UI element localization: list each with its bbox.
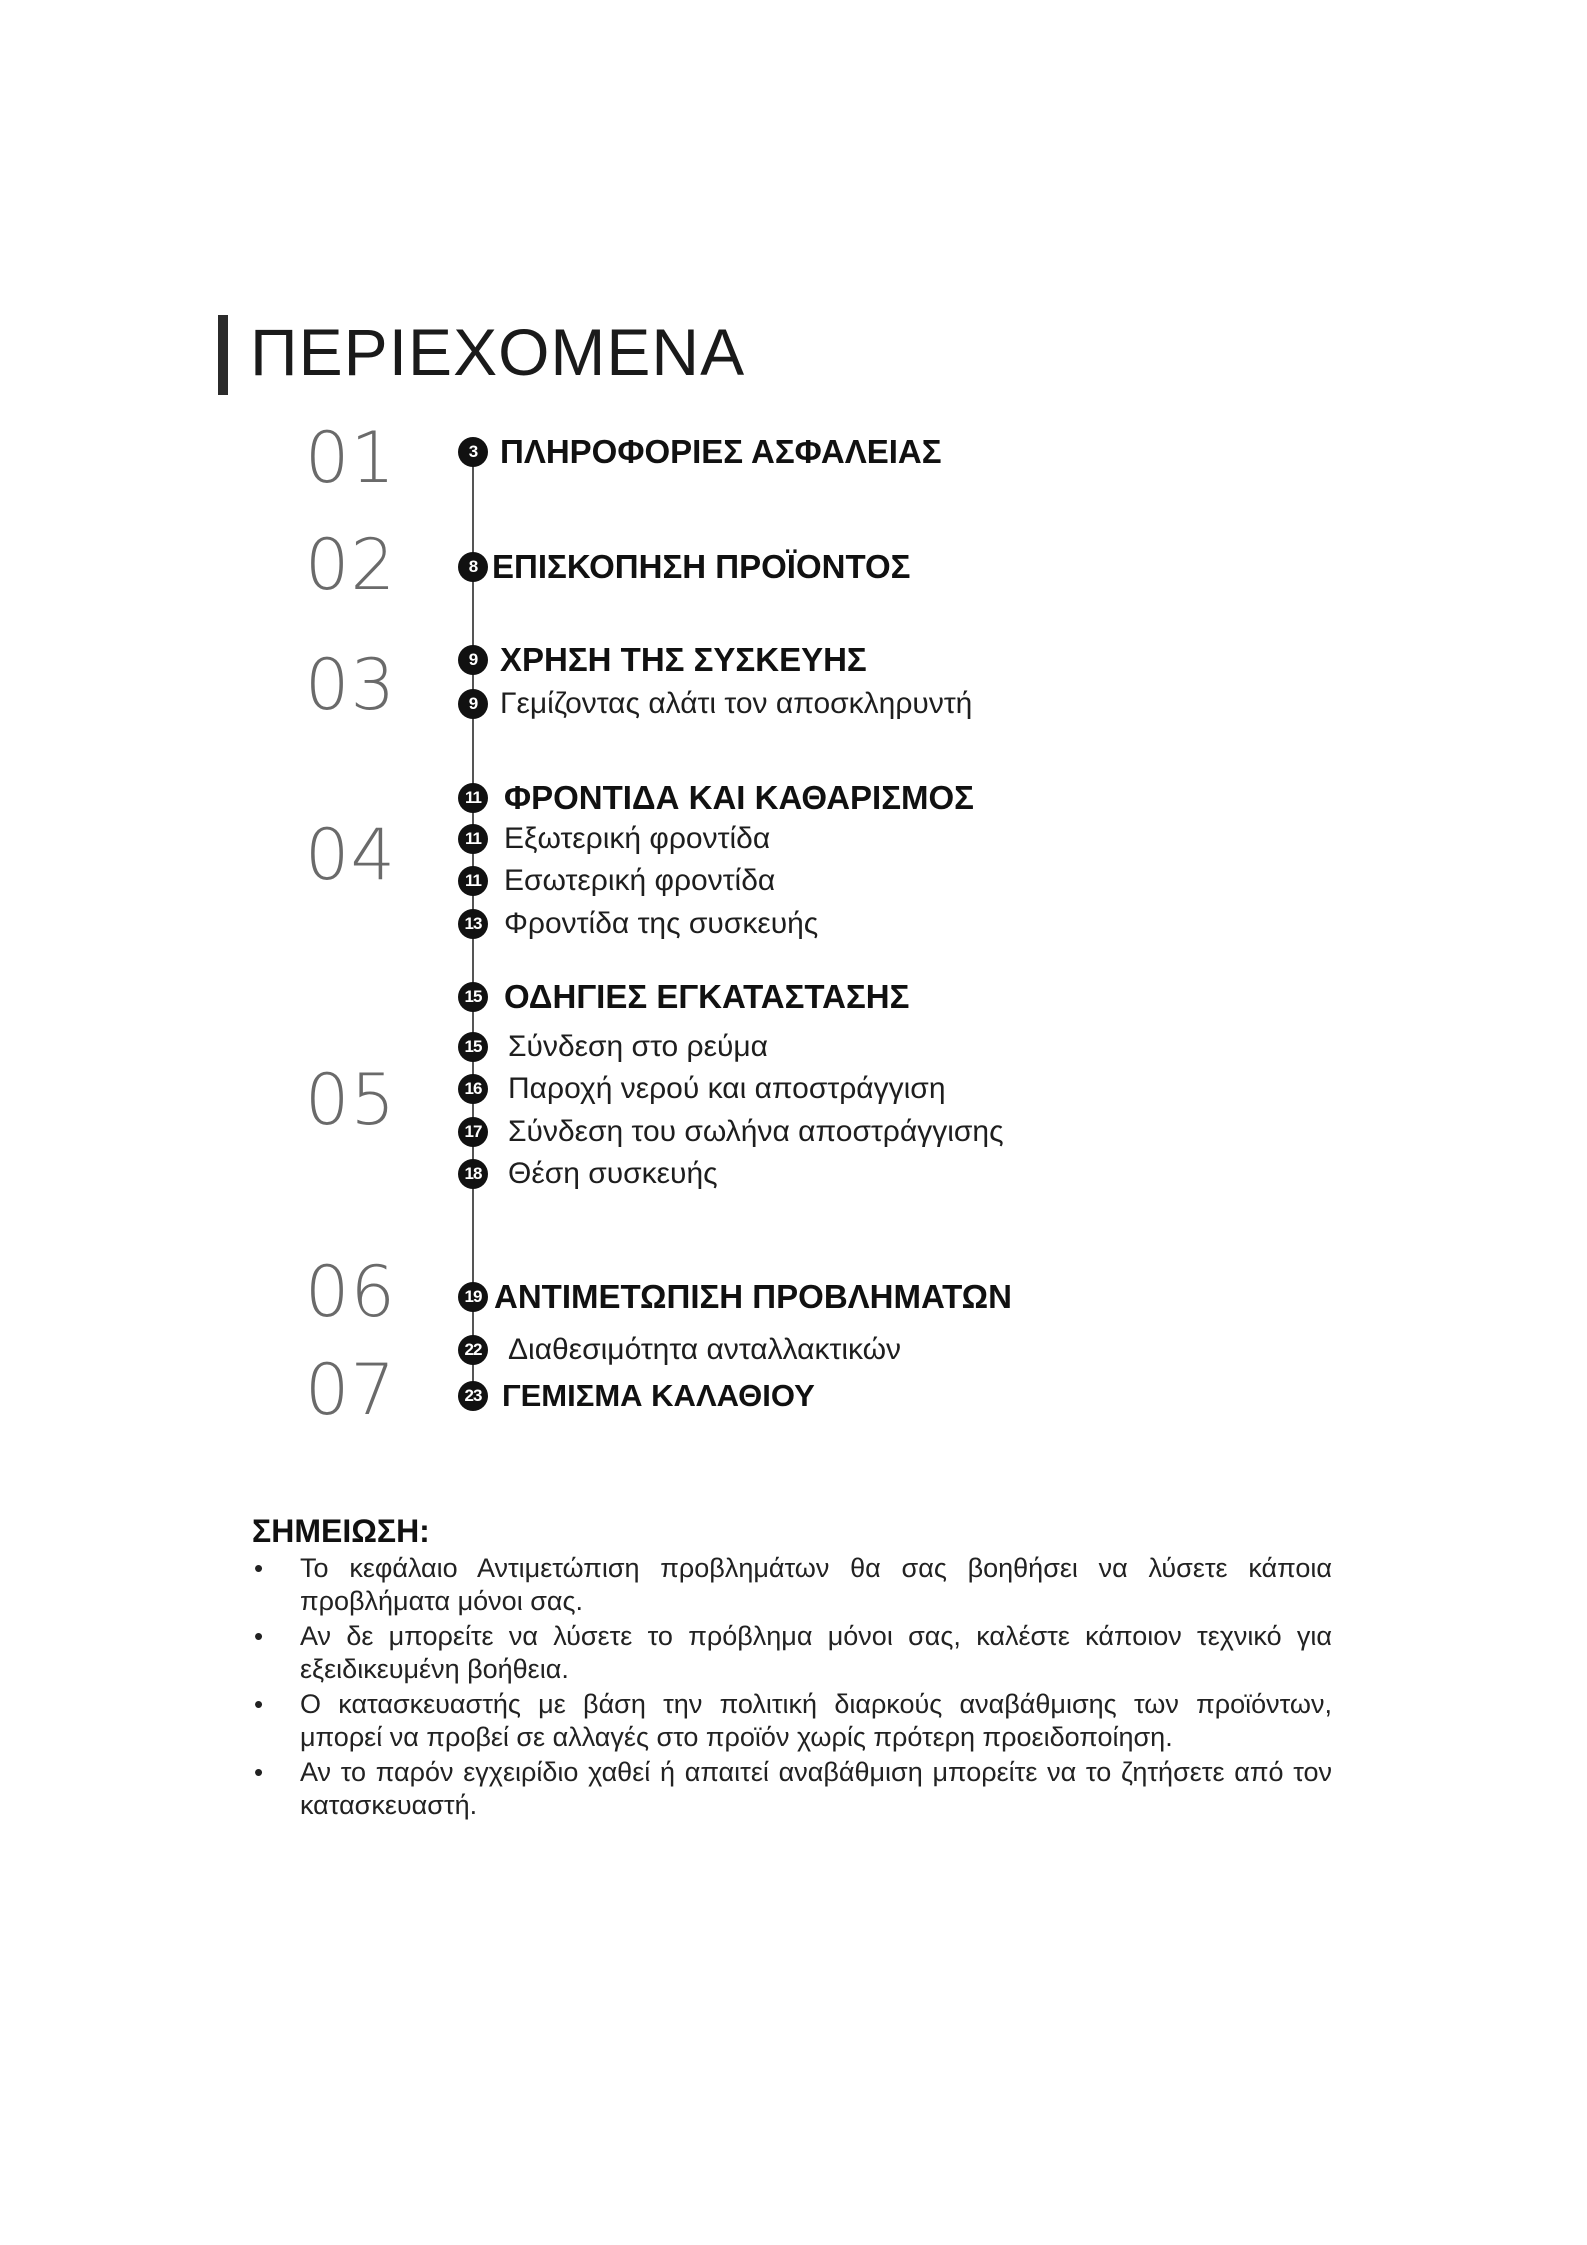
toc-entry[interactable] [458, 907, 818, 941]
chapter-number: 01 [304, 417, 396, 499]
title-accent-bar [218, 315, 228, 395]
toc-entry[interactable] [458, 1030, 768, 1064]
page-number-badge: 15 [458, 982, 488, 1012]
note-title: ΣΗΜΕΙΩΣΗ: [252, 1513, 430, 1549]
page-number-badge: 8 [458, 552, 488, 582]
note-item [252, 1620, 1332, 1686]
toc-entry[interactable] [458, 1072, 946, 1106]
page-number-badge: 11 [458, 866, 488, 896]
page-number-badge: 16 [458, 1074, 488, 1104]
page-number-badge: 3 [458, 437, 488, 467]
toc-entry-title: ΦΡΟΝΤΙΔΑ ΚΑΙ ΚΑΘΑΡΙΣΜΟΣ [504, 779, 974, 816]
toc-entry-title: ΑΝΤΙΜΕΤΩΠΙΣΗ ΠΡΟΒΛΗΜΑΤΩΝ [494, 1278, 1012, 1315]
toc-entry[interactable] [458, 822, 770, 856]
page-title: ΠΕΡΙΕΧΟΜΕΝΑ [250, 315, 746, 389]
chapter-number: 07 [304, 1349, 396, 1431]
toc-entry-title: Παροχή νερού και αποστράγγιση [508, 1072, 946, 1105]
page-number-badge: 19 [458, 1282, 488, 1312]
chapter-number: 04 [304, 814, 396, 896]
toc-entry-title: ΓΕΜΙΣΜΑ ΚΑΛΑΘΙΟΥ [502, 1378, 815, 1413]
toc-entry-title: Φροντίδα της συσκευής [504, 907, 819, 940]
note-item [252, 1688, 1332, 1754]
toc-entry-title: Γεμίζοντας αλάτι τον αποσκληρυντή [500, 687, 973, 720]
page-number-badge: 11 [458, 783, 488, 813]
toc-entry-title: Διαθεσιμότητα ανταλλακτικών [508, 1333, 902, 1366]
toc-entry[interactable] [458, 1278, 1012, 1316]
toc-entry[interactable] [458, 641, 867, 679]
page-number-badge: 22 [458, 1335, 488, 1365]
note-item [252, 1756, 1332, 1822]
note-item-text: Αν το παρόν εγχειρίδιο χαθεί ή απαιτεί αναβάθμιση μπορείτε να το ζητήσετε από τον κατασκευαστή. [300, 1757, 1332, 1820]
chapter-number: 02 [304, 524, 396, 606]
note-section [252, 1512, 1332, 1822]
page-number-badge: 23 [458, 1381, 488, 1411]
toc-entry[interactable] [458, 1378, 815, 1414]
page-number-badge: 17 [458, 1117, 488, 1147]
page-number-badge: 15 [458, 1032, 488, 1062]
toc-entry-title: Σύνδεση στο ρεύμα [508, 1030, 768, 1063]
toc-entry-title: Εξωτερική φροντίδα [504, 822, 771, 855]
toc-entry-title: ΟΔΗΓΙΕΣ ΕΓΚΑΤΑΣΤΑΣΗΣ [504, 978, 910, 1015]
note-item-text: Το κεφάλαιο Αντιμετώπιση προβλημάτων θα σας βοηθήσει να λύσετε κάποια προβλήματα μόνοι σας. [300, 1553, 1332, 1616]
note-item-text: Αν δε μπορείτε να λύσετε το πρόβλημα μόνοι σας, καλέστε κάποιον τεχνικό για εξειδικευμένη βοήθεια. [300, 1621, 1332, 1684]
chapter-number: 06 [304, 1251, 396, 1333]
toc-entry-title: ΕΠΙΣΚΟΠΗΣΗ ΠΡΟΪΟΝΤΟΣ [492, 548, 911, 585]
toc-entry-title: Σύνδεση του σωλήνα αποστράγγισης [508, 1115, 1004, 1148]
toc-entry-title: Εσωτερική φροντίδα [504, 864, 776, 897]
toc-entry-title: ΠΛΗΡΟΦΟΡΙΕΣ ΑΣΦΑΛΕΙΑΣ [500, 433, 942, 470]
toc-entry[interactable] [458, 433, 942, 471]
toc-entry[interactable] [458, 1157, 718, 1191]
toc-entry[interactable] [458, 548, 910, 586]
toc-entry[interactable] [458, 687, 972, 721]
page-number-badge: 9 [458, 689, 488, 719]
page-number-badge: 13 [458, 909, 488, 939]
note-item-text: Ο κατασκευαστής με βάση την πολιτική διαρκούς αναβάθμισης των προϊόντων, μπορεί να προβεί σε αλλαγές στο προϊόν χωρίς πρότερη προειδοποίηση. [300, 1689, 1332, 1752]
toc-entry-title: Θέση συσκευής [508, 1157, 718, 1190]
toc-entry[interactable] [458, 864, 775, 898]
toc-entry-title: ΧΡΗΣΗ ΤΗΣ ΣΥΣΚΕΥΗΣ [500, 641, 867, 678]
bullet-icon: • [254, 1757, 264, 1787]
chapter-number: 03 [304, 644, 396, 726]
toc-entry[interactable] [458, 1333, 901, 1367]
note-item [252, 1552, 1332, 1618]
bullet-icon: • [254, 1553, 264, 1583]
toc-entry[interactable] [458, 978, 909, 1016]
toc-entry[interactable] [458, 1115, 1004, 1149]
page-number-badge: 9 [458, 645, 488, 675]
page-number-badge: 11 [458, 824, 488, 854]
bullet-icon: • [254, 1689, 264, 1719]
chapter-number: 05 [304, 1059, 396, 1141]
note-list [252, 1552, 1332, 1822]
page-number-badge: 18 [458, 1159, 488, 1189]
toc-entry[interactable] [458, 779, 974, 817]
bullet-icon: • [254, 1621, 264, 1651]
